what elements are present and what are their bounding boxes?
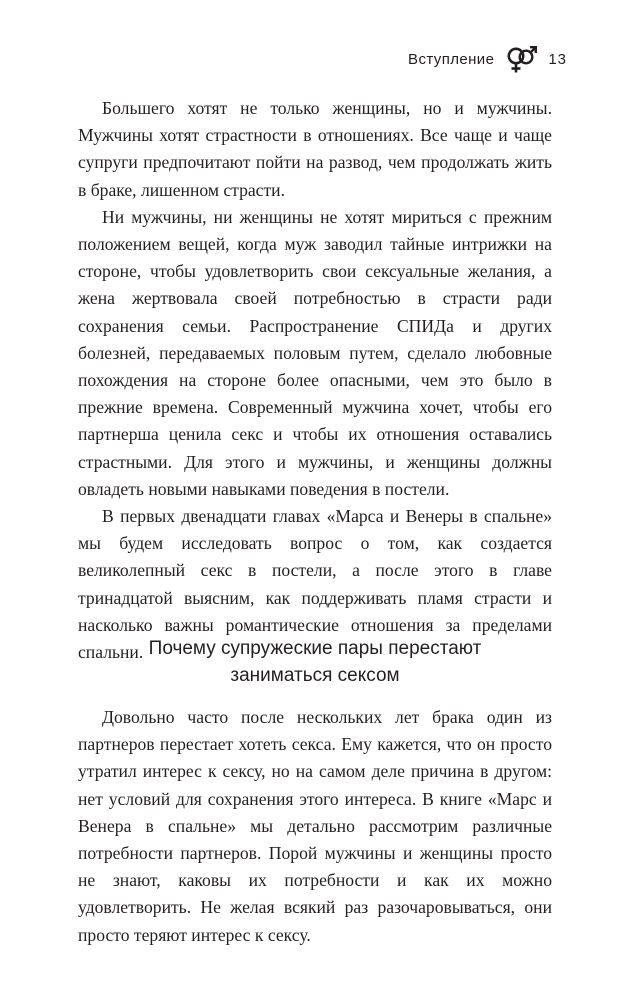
paragraph: В первых двенадцати главах «Марса и Венеры в спальне» мы будем исследовать вопрос о том, как создается великолепный секс в постели, а после этого в главе тринадцатой выясним, как поддерживать пламя страсти и насколько важны романтические отношения за пределами спальни. bbox=[78, 506, 552, 663]
section-heading bbox=[70, 635, 560, 689]
mars-venus-icon bbox=[504, 44, 538, 74]
section-heading-line: Почему супружеские пары перестают bbox=[148, 638, 482, 659]
section-title: Вступление bbox=[408, 50, 495, 68]
page-number: 13 bbox=[548, 50, 567, 68]
intro-text bbox=[78, 95, 552, 666]
running-header bbox=[408, 44, 567, 74]
section-heading-line: заниматься сексом bbox=[230, 665, 400, 686]
paragraph: Ни мужчины, ни женщины не хотят мириться с прежним положением вещей, когда муж заводил тайные интрижки на стороне, чтобы удовлетворить свои сексуальные желания, а жена жертвовала своей потребностью в страсти ради сохранения семьи. Распространение СПИДа и других болезней, передаваемых половым путем, сделало любовные похождения на стороне более опасными, чем это было в прежние времена. Современный мужчина хочет, чтобы его партнерша ценила секс и чтобы их отношения оставались страстными. Для этого и мужчины, и женщины должны овладеть новыми навыками поведения в постели. bbox=[78, 206, 552, 499]
section-text bbox=[78, 704, 552, 949]
paragraph: Довольно часто после нескольких лет брака один из партнеров перестает хотеть секса. Ему кажется, что он просто утратил интерес к сексу, но на самом деле причина в другом: нет условий для сохранения этого интереса. В книге «Марс и Венера в спальне» мы детально рассмотрим различные потребности партнеров. Порой мужчины и женщины просто не знают, каковы их потребности и как их можно удовлетворить. Не желая всякий раз разочаровываться, они просто теряют интерес к сексу. bbox=[78, 707, 552, 945]
paragraph: Большего хотят не только женщины, но и мужчины. Мужчины хотят страстности в отношениях. Все чаще и чаще супруги предпочитают пойти на развод, чем продолжать жить в браке, лишенном страсти. bbox=[78, 98, 552, 200]
